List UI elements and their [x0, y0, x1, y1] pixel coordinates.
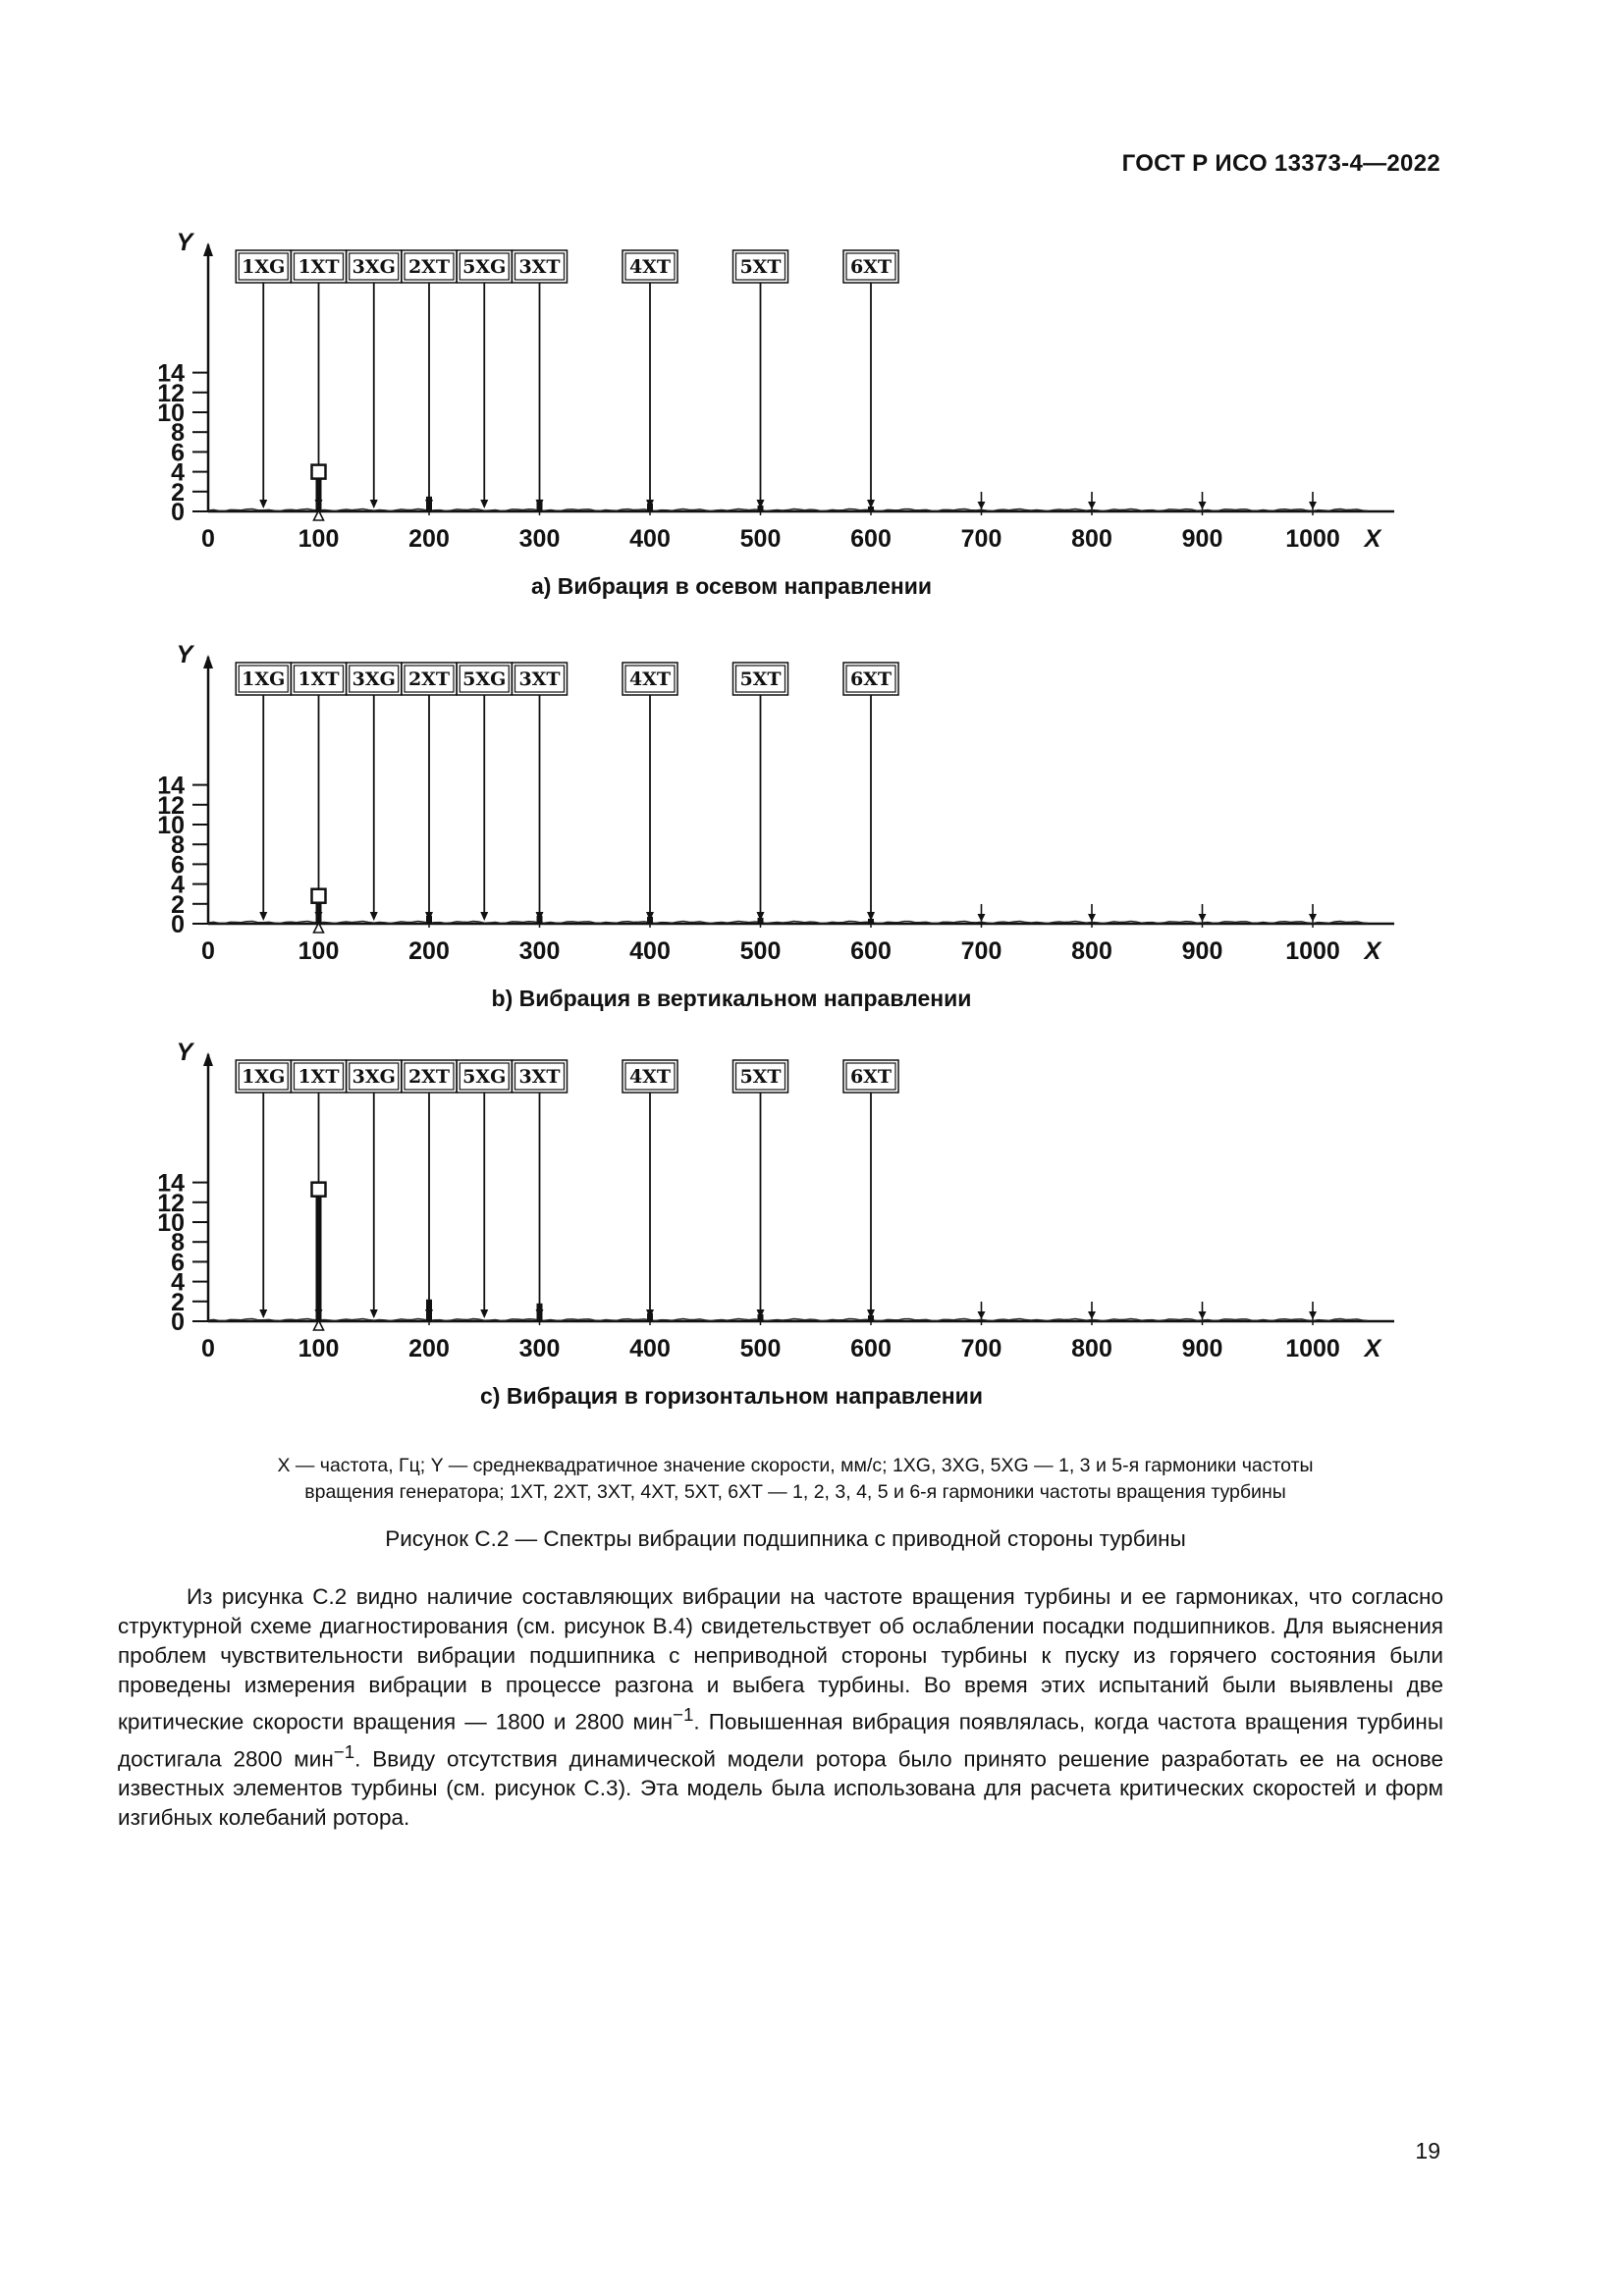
spectrum-peak-bar [537, 916, 543, 924]
x-tick-label: 0 [201, 525, 215, 553]
harmonic-label: 2XT [407, 1066, 451, 1088]
y-tick-label: 0 [171, 911, 185, 938]
harmonic-label: 5XG [462, 668, 507, 690]
chart-caption: c) Вибрация в горизонтальном направлении [480, 1383, 983, 1409]
y-tick-label: 6 [171, 1249, 185, 1277]
body-superscript-2: −1 [333, 1740, 355, 1762]
harmonic-label: 3XG [352, 1066, 396, 1088]
chart-caption: b) Вибрация в вертикальном направлении [491, 986, 972, 1011]
x-tick-label: 700 [960, 1335, 1002, 1362]
harmonic-marker-arrow [480, 912, 488, 921]
spectrum-peak-bar [868, 507, 874, 511]
x-tick-label: 500 [739, 1335, 782, 1362]
y-tick-label: 8 [171, 831, 185, 860]
y-tick-label: 12 [157, 379, 185, 407]
y-tick-label: 0 [171, 1308, 185, 1336]
x-tick-label: 400 [629, 937, 671, 965]
x-tick-label: 200 [408, 525, 450, 553]
harmonic-marker-arrow [480, 500, 488, 508]
peak-marker-square [312, 889, 326, 903]
x-tick-label: 600 [850, 525, 892, 553]
spectrum-peak-bar [537, 500, 543, 511]
document-id: ГОСТ Р ИСО 13373-4—2022 [1121, 150, 1440, 177]
harmonic-label: 3XT [518, 256, 561, 278]
harmonic-label: 5XT [739, 1066, 782, 1088]
harmonic-marker-arrow [480, 1309, 488, 1318]
extra-marker-arrow [1088, 1311, 1096, 1319]
figure-title: Рисунок С.2 — Спектры вибрации подшипника с приводной стороны турбины [385, 1526, 1186, 1551]
y-axis-arrow [203, 242, 213, 256]
harmonic-label: 6XT [849, 668, 893, 690]
extra-marker-arrow [1199, 502, 1207, 509]
extra-marker-arrow [1199, 914, 1207, 922]
spectrum-peak-bar [758, 1314, 764, 1321]
x-tick-label: 100 [298, 937, 340, 965]
y-tick-label: 14 [157, 772, 185, 800]
x-tick-label: 600 [850, 937, 892, 965]
y-tick-label: 4 [171, 871, 185, 899]
extra-marker-arrow [978, 914, 986, 922]
x-tick-label: 300 [518, 937, 561, 965]
extra-marker-arrow [1309, 914, 1317, 922]
harmonic-label: 4XT [628, 668, 672, 690]
body-superscript-1: −1 [673, 1704, 694, 1725]
harmonic-label: 2XT [407, 668, 451, 690]
harmonic-label: 2XT [407, 256, 451, 278]
harmonic-label: 1XT [298, 668, 340, 690]
x-tick-label: 800 [1071, 937, 1112, 965]
y-tick-label: 2 [171, 478, 185, 507]
x-tick-label: 300 [518, 525, 561, 553]
spectrum-chart-horizontal [147, 1031, 1424, 1433]
spectrum-peak-bar [426, 916, 432, 924]
x-tick-label: 900 [1181, 525, 1223, 553]
x-tick-label: 1000 [1285, 525, 1340, 553]
y-axis-label: Y [176, 1039, 193, 1066]
body-paragraph [118, 1582, 1443, 1833]
extra-marker-arrow [1199, 1311, 1207, 1319]
harmonic-label: 1XG [242, 256, 286, 278]
harmonic-label: 3XT [518, 668, 561, 690]
spectrum-peak-bar [426, 1300, 432, 1321]
x-tick-label: 500 [739, 937, 782, 965]
page-number: 19 [1415, 2138, 1440, 2163]
spectrum-chart-axial [147, 221, 1424, 623]
y-axis-label: Y [176, 229, 193, 256]
x-tick-label: 1000 [1285, 937, 1340, 965]
chart-caption: a) Вибрация в осевом направлении [530, 573, 933, 599]
x-axis-label: X [1364, 937, 1381, 965]
harmonic-label: 3XG [352, 668, 396, 690]
spectrum-chart-vertical [147, 633, 1424, 1036]
harmonic-label: 5XT [739, 256, 782, 278]
y-tick-label: 10 [157, 1209, 185, 1237]
body-text-part-1: Из рисунка С.2 видно наличие составляющих вибрации на частоте вращения турбины и ее гармониках, что согласно структурной схеме диагностирования (см. рисунок В.4) свидетельствует об ослаблении посадки подшипников. Для выяснения проблем чувствительности вибрации подшипника с неприводной стороны турбины к пуску из горячего состояния были проведены измерения вибрации в процессе разгона и выбега турбины. Во время этих испытаний были выявлены две критические скорости вращения — 1800 и 2800 мин [118, 1584, 1443, 1735]
harmonic-marker-arrow [259, 500, 267, 508]
harmonic-label: 1XT [298, 1066, 340, 1088]
x-tick-label: 900 [1181, 937, 1223, 965]
harmonic-label: 3XT [518, 1066, 561, 1088]
harmonic-label: 3XG [352, 256, 396, 278]
extra-marker-arrow [978, 502, 986, 509]
harmonic-label: 1XG [242, 1066, 286, 1088]
x-tick-label: 0 [201, 1335, 215, 1362]
legend-line-1: X — частота, Гц; Y — среднеквадратичное значение скорости, мм/с; 1XG, 3XG, 5XG — 1, 3 и 5-я гармоники частоты [277, 1455, 1314, 1476]
y-tick-label: 12 [157, 1189, 185, 1217]
x-tick-label: 600 [850, 1335, 892, 1362]
x-axis-label: X [1364, 1335, 1381, 1362]
x-tick-label: 700 [960, 525, 1002, 553]
x-tick-label: 900 [1181, 1335, 1223, 1362]
spectrum-peak-bar [868, 919, 874, 924]
y-tick-label: 10 [157, 812, 185, 839]
x-tick-label: 0 [201, 937, 215, 965]
y-axis-arrow [203, 1052, 213, 1066]
harmonic-marker-arrow [370, 500, 378, 508]
spectrum-peak-bar [758, 918, 764, 924]
extra-marker-arrow [1309, 1311, 1317, 1319]
harmonic-marker-arrow [370, 912, 378, 921]
spectrum-peak-bar [647, 917, 653, 924]
y-tick-label: 8 [171, 419, 185, 448]
y-tick-label: 4 [171, 1268, 185, 1297]
spectrum-peak-bar [537, 1304, 543, 1321]
spectrum-peak-bar [316, 1190, 322, 1321]
body-text-part-2: . Повышенная вибрация появлялась, когда частота вращения турбины достигала 2800 мин [118, 1709, 1443, 1771]
y-axis-arrow [203, 655, 213, 668]
spectrum-peak-bar [426, 497, 432, 511]
extra-marker-arrow [1309, 502, 1317, 509]
harmonic-label: 1XG [242, 668, 286, 690]
x-tick-label: 500 [739, 525, 782, 553]
y-tick-label: 4 [171, 458, 185, 487]
x-tick-label: 200 [408, 1335, 450, 1362]
spectrum-peak-bar [758, 506, 764, 511]
y-tick-label: 10 [157, 400, 185, 427]
y-tick-label: 12 [157, 791, 185, 820]
harmonic-label: 1XT [298, 256, 340, 278]
figure-legend [177, 1453, 1414, 1506]
y-tick-label: 6 [171, 439, 185, 467]
extra-marker-arrow [978, 1311, 986, 1319]
spectrum-peak-bar [647, 1313, 653, 1321]
x-tick-label: 800 [1071, 1335, 1112, 1362]
x-tick-label: 800 [1071, 525, 1112, 553]
y-tick-label: 2 [171, 1288, 185, 1316]
x-tick-label: 1000 [1285, 1335, 1340, 1362]
body-text-part-3: . Ввиду отсутствия динамической модели ротора было принято решение разработать ее на основе известных элементов турбины (см. рисунок С.3). Эта модель была использована для расчета критических скоростей и форм изгибных колебаний ротора. [118, 1746, 1443, 1830]
harmonic-label: 6XT [849, 1066, 893, 1088]
peak-marker-square [312, 465, 326, 479]
extra-marker-arrow [1088, 502, 1096, 509]
x-tick-label: 100 [298, 525, 340, 553]
x-tick-label: 300 [518, 1335, 561, 1362]
harmonic-label: 5XG [462, 256, 507, 278]
y-tick-label: 14 [157, 1169, 185, 1198]
x-tick-label: 400 [629, 1335, 671, 1362]
x-axis-label: X [1364, 525, 1381, 553]
y-axis-label: Y [176, 641, 193, 668]
extra-marker-arrow [1088, 914, 1096, 922]
x-tick-label: 100 [298, 1335, 340, 1362]
spectrum-peak-bar [647, 504, 653, 511]
y-tick-label: 8 [171, 1229, 185, 1257]
y-tick-label: 6 [171, 851, 185, 880]
x-tick-label: 700 [960, 937, 1002, 965]
legend-line-2: вращения генератора; 1XT, 2XT, 3XT, 4XT, 5XT, 6XT — 1, 2, 3, 4, 5 и 6-я гармоники частоты вращения турбины [304, 1481, 1286, 1503]
x-tick-label: 400 [629, 525, 671, 553]
harmonic-label: 4XT [628, 1066, 672, 1088]
harmonic-marker-arrow [259, 1309, 267, 1318]
x-tick-label: 200 [408, 937, 450, 965]
harmonic-label: 5XG [462, 1066, 507, 1088]
y-tick-label: 14 [157, 359, 185, 388]
peak-marker-square [312, 1183, 326, 1197]
y-tick-label: 0 [171, 499, 185, 526]
harmonic-label: 4XT [628, 256, 672, 278]
harmonic-marker-arrow [259, 912, 267, 921]
harmonic-label: 5XT [739, 668, 782, 690]
harmonic-label: 6XT [849, 256, 893, 278]
harmonic-marker-arrow [370, 1309, 378, 1318]
y-tick-label: 2 [171, 890, 185, 919]
spectrum-peak-bar [868, 1315, 874, 1321]
